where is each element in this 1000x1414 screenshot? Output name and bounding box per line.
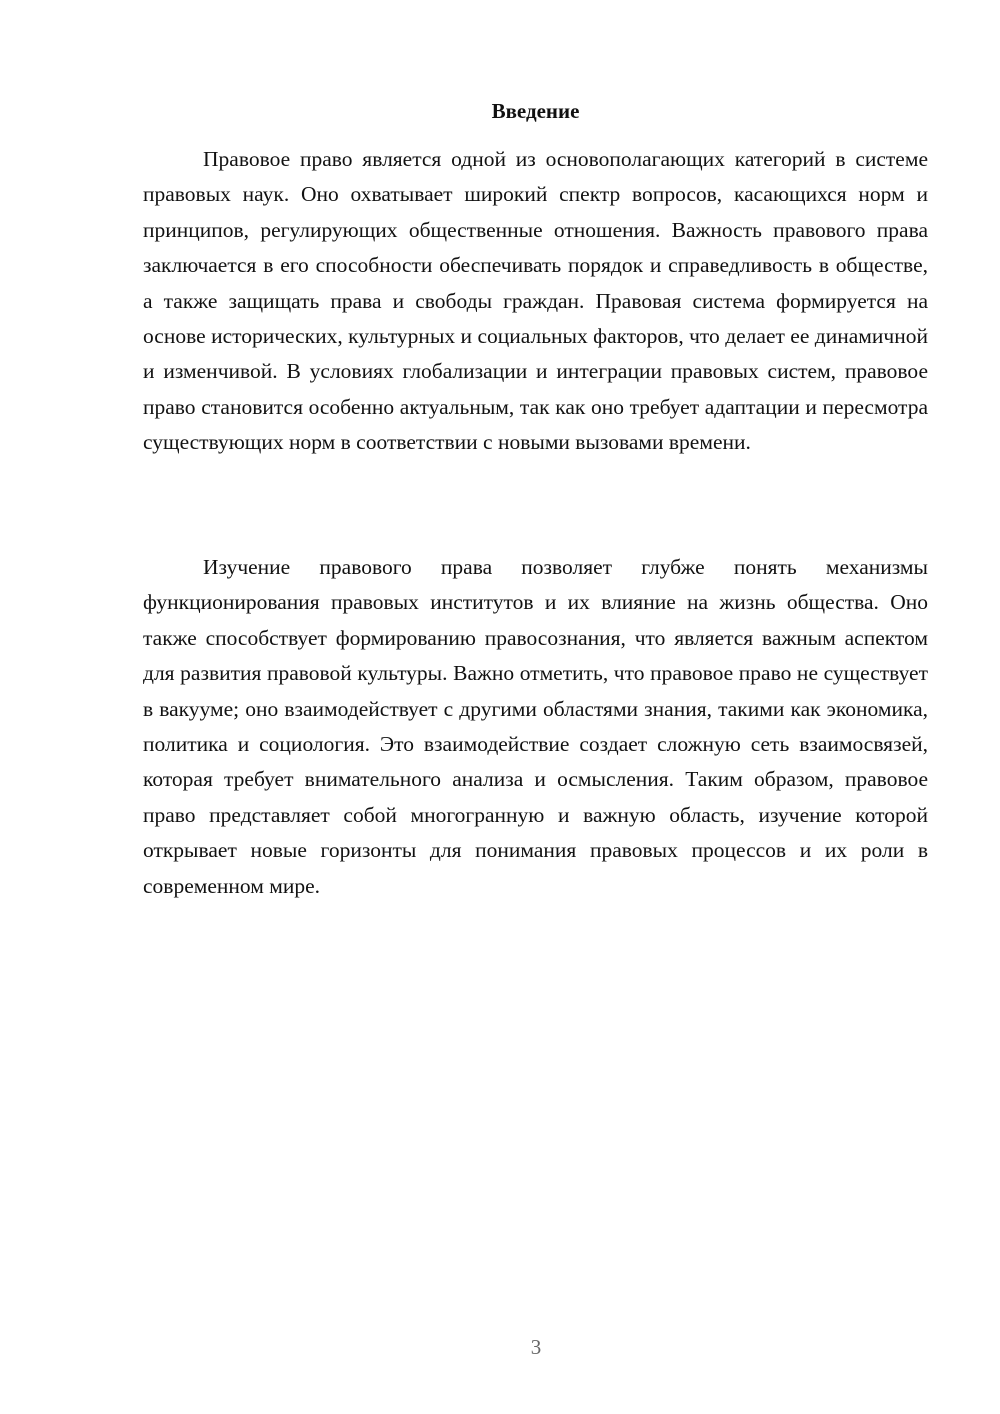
paragraph-1: Правовое право является одной из основополагающих категорий в системе правовых наук. Оно охватывает широкий спектр вопросов, касающихся норм и принципов, регулирующих общественные отношения. Важность правового права заключается в его способности обеспечивать порядок и справедливость в обществе, а также защищать права и свободы граждан. Правовая система формируется на основе исторических, культурных и социальных факторов, что делает ее динамичной и изменчивой. В условиях глобализации и интеграции правовых систем, правовое право становится особенно актуальным, так как оно требует адаптации и пересмотра существующих норм в соответствии с новыми вызовами времени. [143,147,928,455]
page-number: 3 [530,1335,542,1359]
paragraph-2: Изучение правового права позволяет глубже понять механизмы функционирования правовых институтов и их влияние на жизнь общества. Оно также способствует формированию правосознания, что является важным аспектом для развития правовой культуры. Важно отметить, что правовое право не существует в вакууме; оно взаимодействует с другими областями знания, такими как экономика, политика и социология. Это взаимодействие создает сложную сеть взаимосвязей, которая требует внимательного анализа и осмысления. Таким образом, правовое право представляет собой многогранную и важную область, изучение которой открывает новые горизонты для понимания правовых процессов и их роли в современном мире. [143,555,928,898]
section-heading: Введение [491,99,580,123]
